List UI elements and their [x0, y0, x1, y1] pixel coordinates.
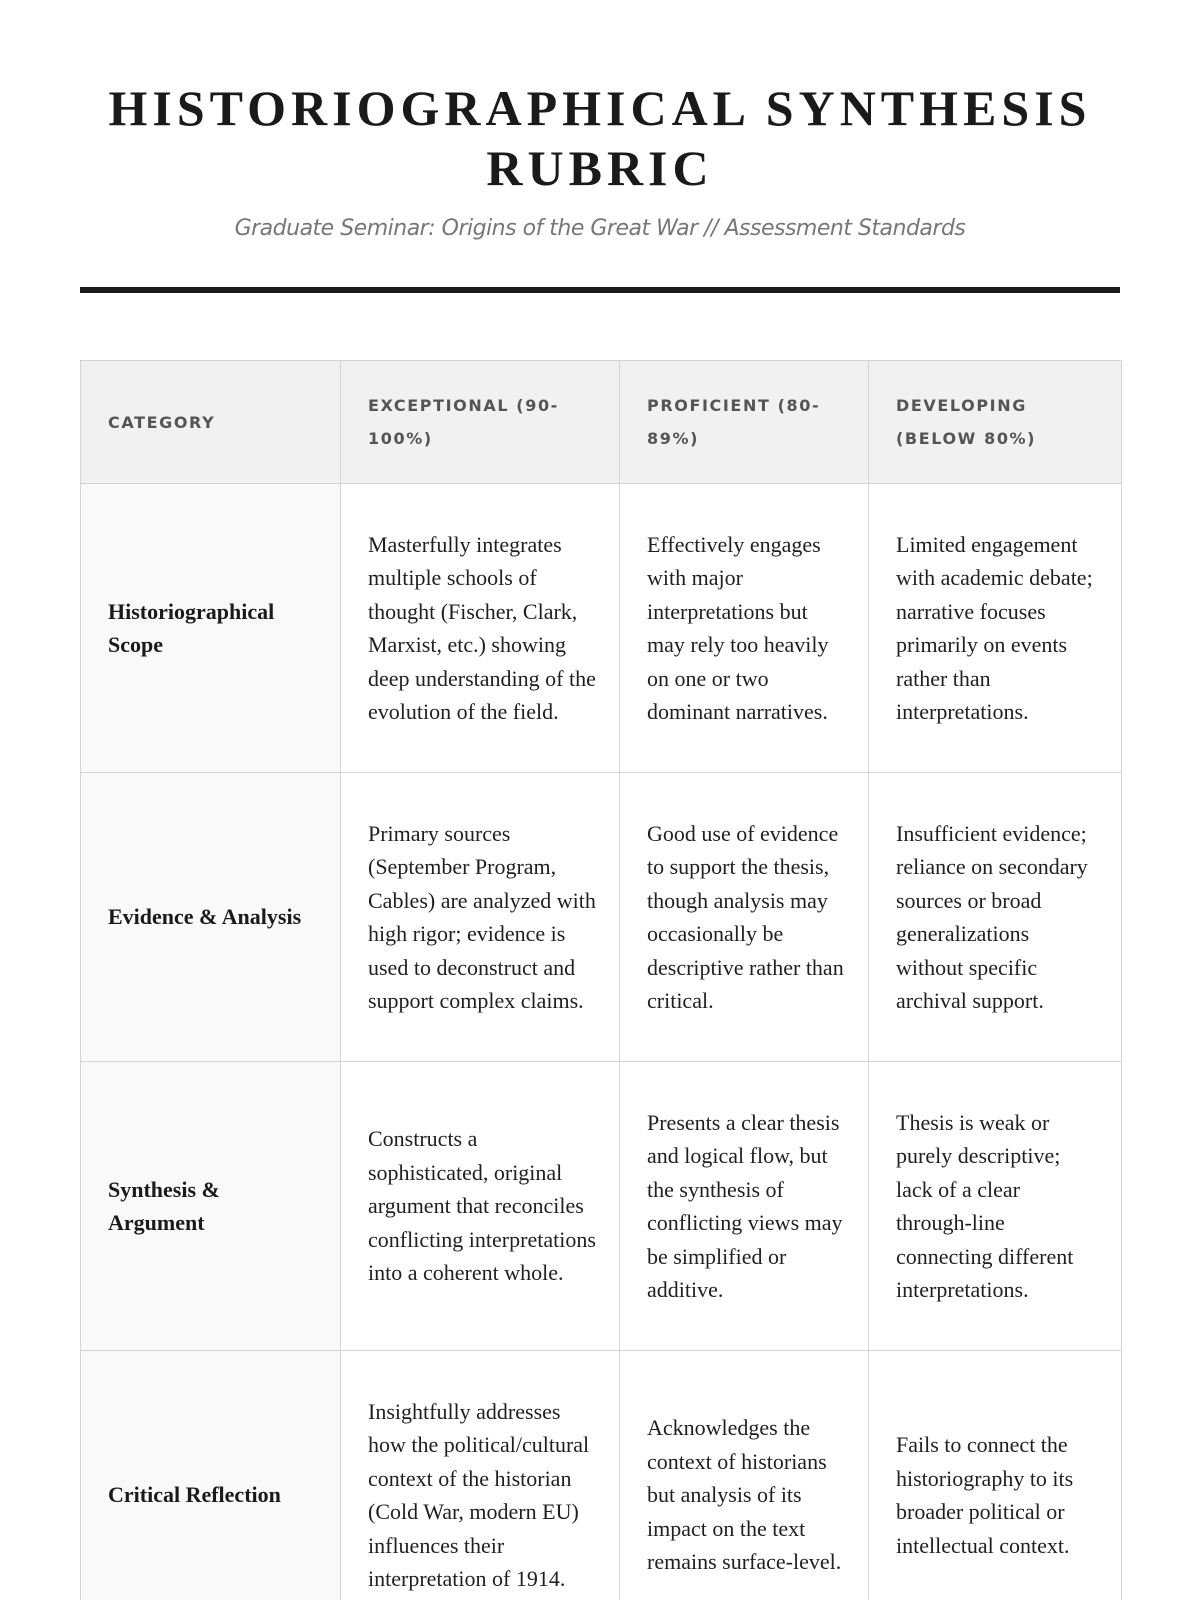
table-header-row — [81, 361, 1122, 484]
table-row — [81, 1351, 1122, 1600]
cell-exceptional: Masterfully integrates multiple schools of thought (Fischer, Clark, Marxist, etc.) showing deep understanding of the evolution of the field. — [341, 484, 620, 773]
table-row — [81, 773, 1122, 1062]
cell-developing: Thesis is weak or purely descriptive; lack of a clear through-line connecting different interpretations. — [869, 1062, 1122, 1351]
cell-proficient: Presents a clear thesis and logical flow, but the synthesis of conflicting views may be simplified or additive. — [620, 1062, 869, 1351]
cell-proficient: Good use of evidence to support the thesis, though analysis may occasionally be descriptive rather than critical. — [620, 773, 869, 1062]
cell-developing: Fails to connect the historiography to its broader political or intellectual context. — [869, 1351, 1122, 1600]
cell-exceptional: Primary sources (September Program, Cables) are analyzed with high rigor; evidence is used to deconstruct and support complex claims. — [341, 773, 620, 1062]
column-header-exceptional: EXCEPTIONAL (90-100%) — [341, 361, 620, 484]
column-header-category: CATEGORY — [81, 361, 341, 484]
cell-developing: Insufficient evidence; reliance on secondary sources or broad generalizations without specific archival support. — [869, 773, 1122, 1062]
column-header-developing: DEVELOPING (BELOW 80%) — [869, 361, 1122, 484]
cell-developing: Limited engagement with academic debate; narrative focuses primarily on events rather than interpretations. — [869, 484, 1122, 773]
document-subtitle: Graduate Seminar: Origins of the Great War // Assessment Standards — [234, 216, 966, 241]
cell-exceptional: Constructs a sophisticated, original argument that reconciles conflicting interpretations into a coherent whole. — [341, 1062, 620, 1351]
rubric-table — [80, 360, 1122, 1600]
cell-proficient: Effectively engages with major interpretations but may rely too heavily on one or two dominant narratives. — [620, 484, 869, 773]
column-header-proficient: PROFICIENT (80-89%) — [620, 361, 869, 484]
cell-exceptional: Insightfully addresses how the political/cultural context of the historian (Cold War, modern EU) influences their interpretation of 1914. — [341, 1351, 620, 1600]
table-row — [81, 1062, 1122, 1351]
row-category: Evidence & Analysis — [81, 773, 341, 1062]
row-category: Synthesis & Argument — [81, 1062, 341, 1351]
row-category: Critical Reflection — [81, 1351, 341, 1600]
cell-proficient: Acknowledges the context of historians but analysis of its impact on the text remains surface-level. — [620, 1351, 869, 1600]
row-category: Historiographical Scope — [81, 484, 341, 773]
document-header — [80, 78, 1120, 241]
document-title: HISTORIOGRAPHICAL SYNTHESIS RUBRIC — [108, 80, 1092, 196]
header-divider — [80, 287, 1120, 293]
table-row — [81, 484, 1122, 773]
